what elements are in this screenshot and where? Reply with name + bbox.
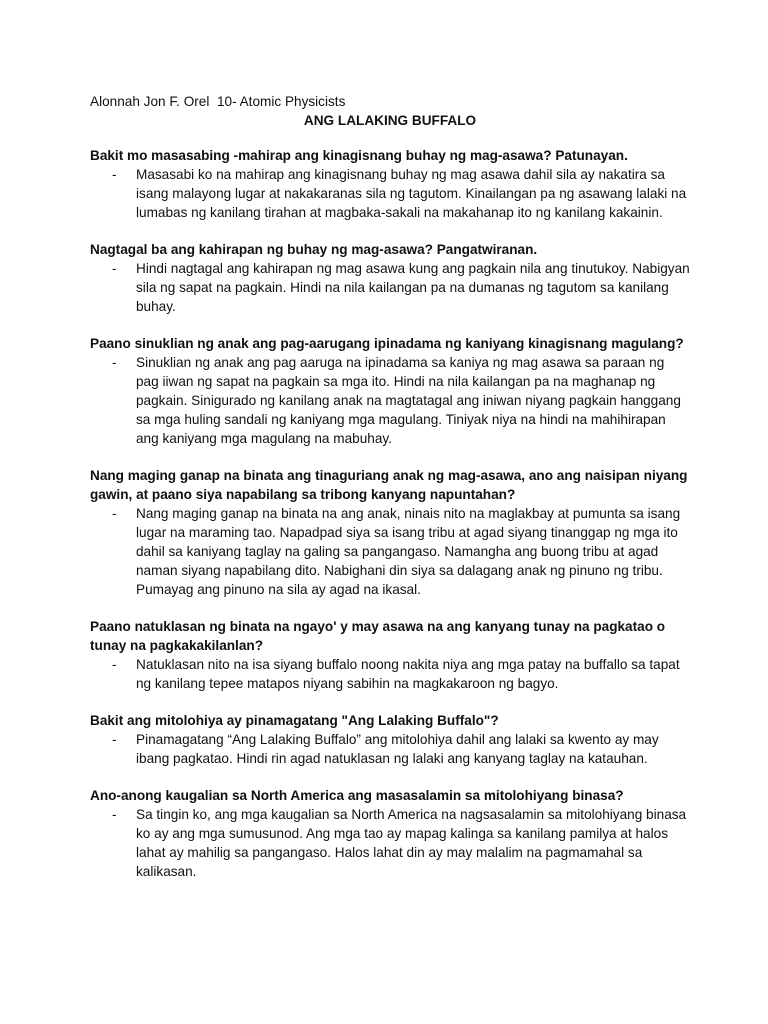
answer-text-3: Sinuklian ng anak ang pag aaruga na ipinadama sa kaniya ng mag asawa sa paraan ng pag iiwan ng sapat na pagkain sa mga ito. Hindi na nila kailangan pa na maghanap ng pagkain. Sinigurado ng kanilang anak na magtatagal ang iniwan niyang pagkain hanggang sa mga huling sandali ng kaniyang mga magulang. Tiniyak niya na hindi na mahihirapan ang kaniyang mga magulang na mabuhay. [136,355,681,446]
qa-item-4 [90,466,690,599]
qa-item-3 [90,334,690,448]
document-title: ANG LALAKING BUFFALO [303,113,477,128]
author-line: Alonnah Jon F. Orel 10- Atomic Physicists [90,94,346,109]
question-2: Nagtagal ba ang kahirapan ng buhay ng mag-asawa? Pangatwiranan. [90,242,538,257]
question-7: Ano-anong kaugalian sa North America ang masasalamin sa mitolohiyang binasa? [90,788,624,803]
answer-text-1: Masasabi ko na mahirap ang kinagisnang buhay ng mag asawa dahil sila ay nakatira sa isang malayong lugar at nakakaranas sila ng tagutom. Kinailangan pa ng asawang lalaki na lumabas ng kanilang tirahan at magbaka-sakali na makahanap ito ng kanilang kakainin. [136,167,687,220]
qa-item-6 [90,711,690,768]
bullet-dash: - [112,732,117,747]
answer-text-6: Pinamagatang “Ang Lalaking Buffalo” ang mitolohiya dahil ang lalaki sa kwento ay may ibang pagkatao. Hindi rin agad natuklasan ng lalaki ang kanyang taglay na katauhan. [136,732,659,766]
bullet-dash: - [112,261,117,276]
question-1: Bakit mo masasabing -mahirap ang kinagisnang buhay ng mag-asawa? Patunayan. [90,148,628,163]
bullet-dash: - [112,657,117,672]
bullet-dash: - [112,167,117,182]
answer-text-4: Nang maging ganap na binata na ang anak, ninais nito na maglakbay at pumunta sa isang lugar na maraming tao. Napadpad siya sa isang tribu at agad siyang tinanggap ng mga ito dahil sa kaniyang taglay na galing sa pangangaso. Namangha ang buong tribu at agad naman siyang napabilang dito. Nabighani din siya sa dalagang anak ng pinuno ng tribu. Pumayag ang pinuno na sila ay agad na ikasal. [136,506,681,597]
bullet-dash: - [112,506,117,521]
answer-2 [90,259,690,316]
qa-item-2 [90,240,690,316]
document-page [90,92,690,899]
qa-item-1 [90,146,690,222]
question-4: Nang maging ganap na binata ang tinaguriang anak ng mag-asawa, ano ang naisipan niyang gawin, at paano siya napabilang sa tribong kanyang napuntahan? [90,468,688,502]
question-5: Paano natuklasan ng binata na ngayo' y may asawa na ang kanyang tunay na pagkatao o tunay na pagkakakilanlan? [90,619,666,653]
question-3: Paano sinuklian ng anak ang pag-aarugang ipinadama ng kaniyang kinagisnang magulang? [90,336,684,351]
answer-4 [90,504,690,599]
bullet-dash: - [112,807,117,822]
question-6: Bakit ang mitolohiya ay pinamagatang "Ang Lalaking Buffalo"? [90,713,499,728]
answer-text-7: Sa tingin ko, ang mga kaugalian sa North America na nagsasalamin sa mitolohiyang binasa ko ay ang mga sumusunod. Ang mga tao ay mapag kalinga sa kanilang pamilya at halos lahat ay mahilig sa pangangaso. Halos lahat din ay may malalim na pagmamahal sa kalikasan. [136,807,687,879]
qa-item-7 [90,786,690,881]
answer-1 [90,165,690,222]
qa-item-5 [90,617,690,693]
answer-6 [90,730,690,768]
bullet-dash: - [112,355,117,370]
answer-3 [90,353,690,448]
answer-text-5: Natuklasan nito na isa siyang buffalo noong nakita niya ang mga patay na buffallo sa tapat ng kanilang tepee matapos niyang sabihin na magkakaroon ng bagyo. [136,657,680,691]
answer-text-2: Hindi nagtagal ang kahirapan ng mag asawa kung ang pagkain nila ang tinutukoy. Nabigyan sila ng sapat na pagkain. Hindi na nila kailangan pa na dumanas ng tagutom sa kanilang buhay. [136,261,690,314]
answer-5 [90,655,690,693]
answer-7 [90,805,690,881]
